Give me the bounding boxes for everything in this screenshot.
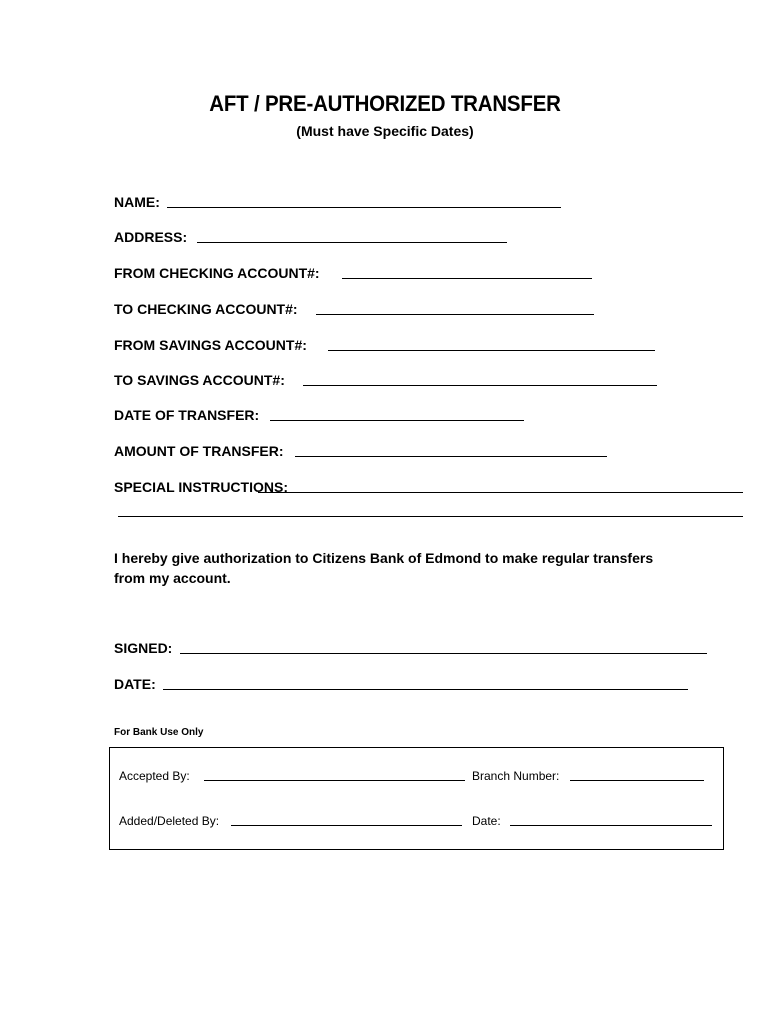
special-instructions-label: SPECIAL INSTRUCTIONS: (114, 479, 288, 495)
from-checking-label: FROM CHECKING ACCOUNT#: (114, 265, 320, 281)
date-input-line[interactable] (163, 689, 688, 690)
added-deleted-by-field[interactable] (119, 814, 219, 828)
branch-number-label: Branch Number: (472, 769, 560, 783)
bank-date-field[interactable] (472, 814, 501, 828)
date-label: DATE: (114, 676, 156, 692)
accepted-by-field[interactable] (119, 769, 190, 783)
to-checking-label: TO CHECKING ACCOUNT#: (114, 301, 298, 317)
name-label: NAME: (114, 194, 160, 210)
added-deleted-by-label: Added/Deleted By: (119, 814, 220, 828)
to-checking-input-line[interactable] (316, 314, 594, 315)
accepted-by-label: Accepted By: (119, 769, 190, 783)
from-checking-input-line[interactable] (342, 278, 592, 279)
from-savings-input-line[interactable] (328, 350, 655, 351)
accepted-by-input-line[interactable] (204, 780, 465, 781)
amount-of-transfer-input-line[interactable] (295, 456, 607, 457)
signed-label: SIGNED: (114, 640, 173, 656)
special-instructions-input-line-2[interactable] (118, 516, 743, 517)
authorization-statement: I hereby give authorization to Citizens Bank of Edmond to make regular transfers from my account. (114, 550, 654, 586)
bank-date-label: Date: (472, 814, 501, 828)
special-instructions-input-line[interactable] (258, 492, 743, 493)
to-savings-label: TO SAVINGS ACCOUNT#: (114, 372, 285, 388)
date-of-transfer-label: DATE OF TRANSFER: (114, 407, 260, 423)
branch-number-input-line[interactable] (570, 780, 704, 781)
bank-use-heading: For Bank Use Only (114, 727, 204, 738)
address-input-line[interactable] (197, 242, 507, 243)
date-of-transfer-input-line[interactable] (270, 420, 524, 421)
amount-of-transfer-label: AMOUNT OF TRANSFER: (114, 443, 284, 459)
to-savings-input-line[interactable] (303, 385, 657, 386)
address-label: ADDRESS: (114, 229, 188, 245)
bank-use-box (109, 747, 724, 850)
form-title: AFT / PRE-AUTHORIZED TRANSFER (209, 91, 561, 116)
bank-date-input-line[interactable] (510, 825, 712, 826)
signed-input-line[interactable] (180, 653, 707, 654)
name-input-line[interactable] (167, 207, 561, 208)
branch-number-field[interactable] (472, 769, 559, 783)
form-subtitle: (Must have Specific Dates) (296, 123, 474, 139)
from-savings-label: FROM SAVINGS ACCOUNT#: (114, 337, 307, 353)
added-deleted-by-input-line[interactable] (231, 825, 462, 826)
